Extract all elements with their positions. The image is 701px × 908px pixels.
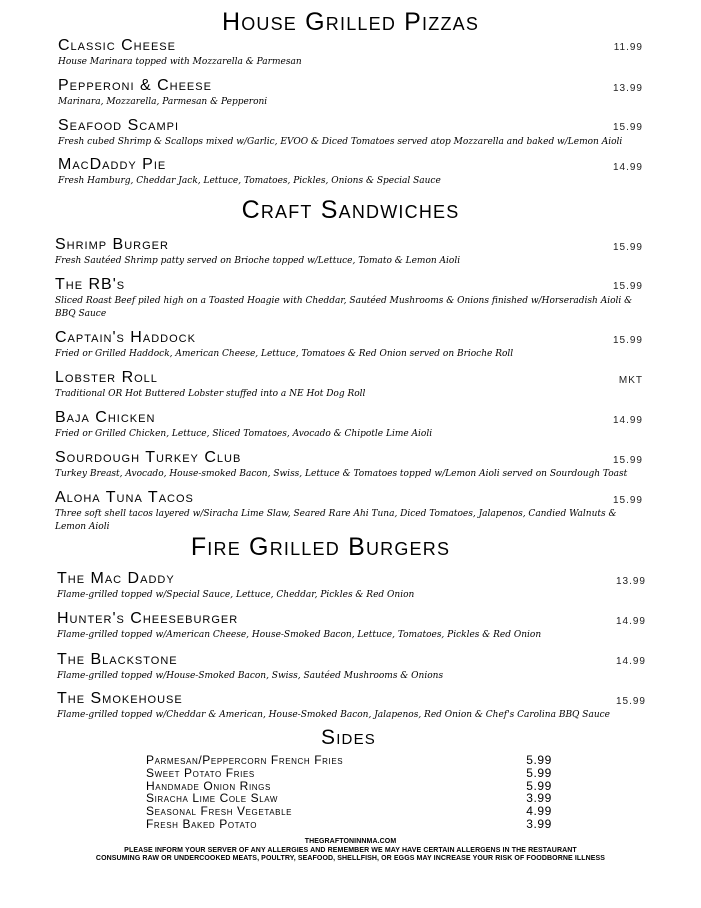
item-name: The Blackstone (57, 651, 178, 668)
item-price: 14.99 (612, 162, 643, 173)
item-name: Sourdough Turkey Club (55, 449, 242, 466)
section-title-sides: Sides (320, 726, 377, 749)
menu-item (57, 651, 637, 683)
item-price: 15.99 (612, 242, 643, 253)
side-price: 3.99 (526, 816, 552, 831)
item-name: The RB's (55, 276, 126, 293)
item-price: 15.99 (612, 335, 643, 346)
side-name: Fresh Baked Potato (146, 816, 258, 831)
menu-item (55, 329, 635, 361)
item-description: Three soft shell tacos layered w/Siracha Lime Slaw, Seared Rare Ahi Tuna, Diced Tomatoes, Jalapenos, Candied Walnuts & Lemon Aioli (55, 509, 617, 532)
item-price: 14.99 (615, 656, 646, 667)
side-item (146, 754, 566, 767)
item-description: Fried or Grilled Chicken, Lettuce, Sliced Tomatoes, Avocado & Chipotle Lime Aioli (55, 429, 433, 439)
side-item (146, 818, 566, 831)
item-price: 15.99 (612, 281, 643, 292)
item-name: Seafood Scampi (58, 117, 180, 134)
item-price: 15.99 (615, 696, 646, 707)
side-item (146, 767, 566, 780)
menu-item (57, 570, 637, 602)
item-description: Fresh cubed Shrimp & Scallops mixed w/Garlic, EVOO & Diced Tomatoes served atop Mozzarella and baked w/Lemon Aioli (58, 137, 623, 147)
side-price: 4.99 (526, 804, 552, 819)
side-price: 5.99 (526, 765, 552, 780)
side-name: Seasonal Fresh Vegetable (146, 804, 293, 819)
side-name: Siracha Lime Cole Slaw (146, 791, 279, 806)
side-name: Sweet Potato Fries (146, 765, 255, 780)
item-name: MacDaddy Pie (58, 156, 167, 173)
item-name: Pepperoni & Cheese (58, 77, 212, 94)
section-title-pizzas: House Grilled Pizzas (221, 8, 480, 36)
item-price: 15.99 (612, 122, 643, 133)
item-description: Marinara, Mozzarella, Parmesan & Pepperoni (58, 97, 268, 107)
item-name: Classic Cheese (58, 37, 176, 54)
item-name: Lobster Roll (55, 369, 158, 386)
side-name: Parmesan/Peppercorn French Fries (146, 753, 344, 767)
menu-item (55, 409, 635, 441)
item-description: House Marinara topped with Mozzarella & Parmesan (58, 57, 302, 67)
health-warning: CONSUMING RAW OR UNDERCOOKED MEATS, POULTRY, SEAFOOD, SHELLFISH, OR EGGS MAY INCREASE YOUR RISK OF FOODBORNE ILLNESS (95, 855, 606, 862)
side-price: 5.99 (526, 778, 552, 793)
menu-item (55, 449, 635, 481)
item-name: The Mac Daddy (57, 570, 175, 587)
item-name: Captain's Haddock (55, 329, 196, 346)
menu-item (58, 117, 638, 149)
item-name: Baja Chicken (55, 409, 156, 426)
section-title-burgers: Fire Grilled Burgers (190, 533, 451, 561)
menu-item (55, 236, 635, 268)
item-price: 15.99 (612, 455, 643, 466)
allergy-notice: PLEASE INFORM YOUR SERVER OF ANY ALLERGIES AND REMEMBER WE MAY HAVE CERTAIN ALLERGENS IN THE RESTAURANT (124, 846, 577, 854)
footer (0, 838, 701, 864)
item-description: Turkey Breast, Avocado, House-smoked Bacon, Swiss, Lettuce & Tomatoes topped w/Lemon Aioli served on Sourdough Toast (55, 469, 628, 479)
item-name: Hunter's Cheeseburger (57, 610, 239, 627)
item-price: 15.99 (612, 495, 643, 506)
item-description: Fried or Grilled Haddock, American Cheese, Lettuce, Tomatoes & Red Onion served on Brioche Roll (55, 349, 514, 359)
item-description: Flame-grilled topped w/Cheddar & American, House-Smoked Bacon, Jalapenos, Red Onion & Chef's Carolina BBQ Sauce (57, 710, 610, 720)
item-price: 13.99 (615, 576, 646, 587)
item-description: Sliced Roast Beef piled high on a Toasted Hoagie with Cheddar, Sautéed Mushrooms & Onions finished w/Horseradish Aioli & BBQ Sauce (55, 296, 633, 319)
item-price: 14.99 (612, 415, 643, 426)
item-description: Flame-grilled topped w/American Cheese, House-Smoked Bacon, Lettuce, Tomatoes, Pickles & Red Onion (57, 630, 542, 640)
menu-item (57, 610, 637, 642)
item-description: Fresh Sautéed Shrimp patty served on Brioche topped w/Lettuce, Tomato & Lemon Aioli (55, 256, 461, 266)
menu-item (58, 156, 638, 188)
side-name: Handmade Onion Rings (146, 778, 271, 793)
item-price: 11.99 (613, 42, 643, 53)
item-price: 13.99 (612, 83, 643, 94)
side-price: 5.99 (526, 753, 552, 767)
website-link[interactable]: THEGRAFTONINNMA.COM (304, 838, 397, 845)
item-description: Fresh Hamburg, Cheddar Jack, Lettuce, Tomatoes, Pickles, Onions & Special Sauce (58, 176, 441, 186)
sides-list (146, 754, 566, 831)
item-price: MKT (618, 375, 643, 386)
item-description: Flame-grilled topped w/House-Smoked Bacon, Swiss, Sautéed Mushrooms & Onions (57, 671, 444, 681)
section-title-sandwiches: Craft Sandwiches (241, 196, 460, 224)
side-price: 3.99 (526, 791, 552, 806)
menu-item (58, 77, 638, 109)
menu-item (55, 276, 645, 321)
item-description: Flame-grilled topped w/Special Sauce, Lettuce, Cheddar, Pickles & Red Onion (57, 590, 415, 600)
menu-item (58, 37, 638, 69)
item-name: Aloha Tuna Tacos (55, 489, 194, 506)
item-description: Traditional OR Hot Buttered Lobster stuffed into a NE Hot Dog Roll (55, 389, 366, 399)
item-name: Shrimp Burger (55, 236, 169, 253)
item-price: 14.99 (615, 616, 646, 627)
menu-item (57, 690, 637, 722)
item-name: The Smokehouse (57, 690, 183, 707)
menu-item (55, 489, 645, 534)
menu-item (55, 369, 635, 401)
